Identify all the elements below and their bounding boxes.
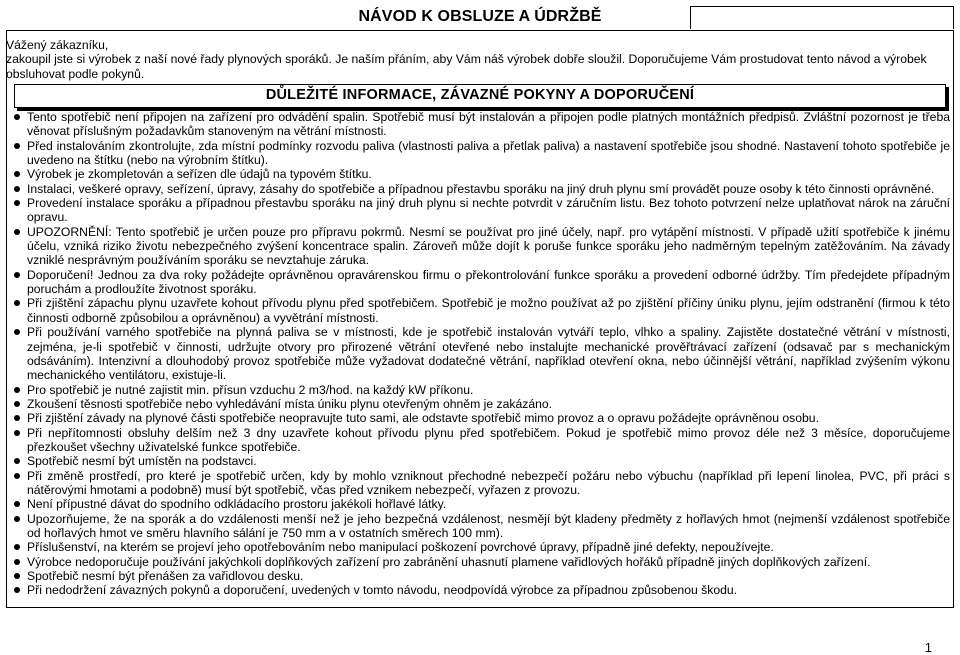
greeting-block [6, 38, 950, 81]
list-item-text: Příslušenství, na kterém se projeví jeho opotřebováním nebo manipulací poškození povrchové úpravy, případně jiné defekty, nepoužívejte. [27, 540, 774, 555]
list-item [6, 225, 950, 268]
bullet-icon [14, 473, 20, 479]
list-item [6, 497, 950, 511]
bullet-icon [14, 401, 20, 407]
bullet-icon [14, 143, 20, 149]
bullet-icon [14, 458, 20, 464]
list-item [6, 110, 950, 139]
list-item-text: Není přípustné dávat do spodního odkládacího prostoru jakékoli hořlavé látky. [27, 497, 447, 512]
section-heading: DŮLEŽITÉ INFORMACE, ZÁVAZNÉ POKYNY A DOPORUČENÍ [265, 87, 695, 103]
list-item-text: Výrobek je zkompletován a seřízen dle údajů na typovém štítku. [27, 167, 372, 182]
list-item-text: Spotřebič nesmí být umístěn na podstavci. [27, 454, 257, 469]
list-item-text: Spotřebič nesmí být přenášen za vařidlovou desku. [27, 569, 304, 583]
list-item [6, 196, 950, 225]
list-item [6, 268, 950, 297]
bullet-icon [14, 329, 20, 335]
bullet-icon [14, 186, 20, 192]
section-heading-box [14, 84, 946, 108]
bullet-icon [14, 387, 20, 393]
list-item [6, 397, 950, 411]
list-item-text: Zkoušení těsnosti spotřebiče nebo vyhledávání místa úniku plynu otevřeným ohněm je zakázáno. [27, 396, 553, 411]
bullet-icon [14, 272, 20, 278]
instructions-list [6, 110, 950, 598]
list-item [6, 512, 950, 541]
bullet-icon [14, 171, 20, 177]
greeting-salutation: Vážený zákazníku, [6, 38, 109, 52]
bullet-icon [14, 516, 20, 522]
list-item [6, 469, 950, 498]
list-item [6, 296, 950, 325]
list-item-text: Při změně prostředí, pro které je spotřebič určen, kdy by mohlo vzniknout přechodné nebezpečí požáru nebo výbuchu (například při lepení linolea, PVC, při práci s nátěrovými hmotami a podobně) musí být spotřebič, včas před vznikem nebezpečí, vyřazen z provozu. [27, 468, 950, 497]
bullet-icon [14, 587, 20, 593]
bullet-icon [14, 559, 20, 565]
list-item [6, 325, 950, 382]
bullet-icon [14, 229, 20, 235]
bullet-icon [14, 415, 20, 421]
bullet-icon [14, 114, 20, 120]
list-item-text: Při zjištění zápachu plynu uzavřete kohout přívodu plynu před spotřebičem. Spotřebič je možno používat až po zjištění příčiny úniku plynu, jejím odstranění (firmou k této činnosti odborně způsobilou a oprávněnou) a vyvětrání místnosti. [27, 296, 950, 325]
bullet-icon [14, 300, 20, 306]
list-item [6, 383, 950, 397]
list-item-text: Před instalováním zkontrolujte, zda místní podmínky rozvodu paliva (vlastnosti paliva a přetlak paliva) a nastavení spotřebiče jsou shodné. Nastavení tohoto spotřebiče je uvedeno na štítku (nebo na výrobním štítku). [27, 138, 950, 168]
list-item [6, 583, 950, 597]
list-item [6, 426, 950, 455]
list-item-text: Pro spotřebič je nutné zajistit min. přísun vzduchu 2 m3/hod. na každý kW příkonu. [27, 382, 474, 397]
list-item-text: Tento spotřebič není připojen na zařízení pro odvádění spalin. Spotřebič musí být instalován a připojen podle platných montážních předpisů. Zvláštní pozornost je třeba věnovat příslušným požadavkům stanoveným na větrání místnosti. [27, 110, 950, 139]
bullet-icon [14, 544, 20, 550]
list-item-text: Při nedodržení závazných pokynů a doporučení, uvedených v tomto návodu, neodpovídá výrobce za případnou způsobenou škodu. [27, 583, 738, 598]
list-item [6, 454, 950, 468]
list-item-text: Instalaci, veškeré opravy, seřízení, úpravy, zásahy do spotřebiče a případnou přestavbu sporáku na jiný druh plynu smí provádět pouze osoby k této činnosti oprávněné. [27, 181, 935, 196]
list-item-text: Při zjištění závady na plynové části spotřebiče neopravujte tuto sami, ale odstavte spotřebič mimo provoz a o opravu požádejte oprávněnou osobu. [27, 411, 819, 426]
bullet-icon [14, 430, 20, 436]
page-number: 1 [924, 640, 932, 655]
list-item [6, 555, 950, 569]
bullet-icon [14, 200, 20, 206]
list-item-text: UPOZORNĚNÍ: Tento spotřebič je určen pouze pro přípravu pokrmů. Nesmí se používat pro jiné účely, např. pro vytápění místnosti. V případě užití spotřebiče k jinému účelu, vzniká riziko životu nebezpečného zvýšení koncentrace spalin. Zároveň může dojít k poruše funkce sporáku jeho nadměrným tepelným zatěžováním. Na závady vzniklé nesprávným používáním sporáku se nevztahuje záruka. [27, 224, 950, 268]
list-item [6, 411, 950, 425]
list-item [6, 139, 950, 168]
greeting-intro: zakoupil jste si výrobek z naší nové řady plynových sporáků. Je naším přáním, aby Vám náš výrobek dobře sloužil. Doporučujeme Vám prostudovat tento návod a výrobek obsluhovat podle pokynů. [6, 52, 927, 81]
list-item-text: Provedení instalace sporáku a případnou přestavbu sporáku na jiný druh plynu si nechte potvrdit v záručním listu. Bez tohoto potvrzení nelze uplatňovat nárok na záruční opravu. [27, 196, 950, 225]
list-item [6, 540, 950, 554]
title-row [6, 2, 954, 28]
list-item-text: Upozorňujeme, že na sporák a do vzdálenosti menší než je jeho bezpečná vzdálenost, nesmějí být kladeny předměty z hořlavých hmot (nejmenší vzdálenost spotřebiče od hořlavých hmot ve směru hlavního sálání je 750 mm a v ostatních směrech 100 mm). [27, 511, 950, 540]
bullet-icon [14, 573, 20, 579]
bullet-icon [14, 501, 20, 507]
list-item [6, 167, 950, 181]
list-item-text: Při používání varného spotřebiče na plynná paliva se v místnosti, kde je spotřebič instalován vytváří teplo, vlhko a spaliny. Zajistěte dostatečné větrání v místnosti, zejména, je-li spotřebič v činnosti, udržujte otvory pro přirozené větrání otevřené nebo instalujte mechanické prověřtrávací zařízení (odsavač par s mechanickým odsáváním). Intenzivní a dlouhodobý provoz spotřebiče může vyžadovat dodatečné větrání, například otevření okna, nebo účinnější větrání, například zvýšením výkonu mechanického ventilátoru, existuje-li. [27, 325, 950, 383]
list-item-text: Výrobce nedoporučuje používání jakýchkoli doplňkových zařízení pro zabránění uhasnutí plamene vařidlových hořáků případně jiných doplňkových zařízení. [27, 554, 871, 569]
list-item [6, 569, 950, 583]
list-item-text: Při nepřítomnosti obsluhy delším než 3 dny uzavřete kohout přívodu plynu před spotřebičem. Pokud je spotřebič mimo provoz déle než 3 měsíce, doporučujeme přezkoušet všechny uživatelské funkce spotřebiče. [27, 425, 950, 454]
page-title: NÁVOD K OBSLUZE A ÚDRŽBĚ [358, 8, 602, 25]
list-item [6, 182, 950, 196]
list-item-text: Doporučení! Jednou za dva roky požádejte oprávněnou opravárenskou firmu o překontrolování funkce sporáku a provedení odborné údržby. Tím předejdete případným poruchám a prodloužíte životnost sporáku. [27, 267, 950, 297]
